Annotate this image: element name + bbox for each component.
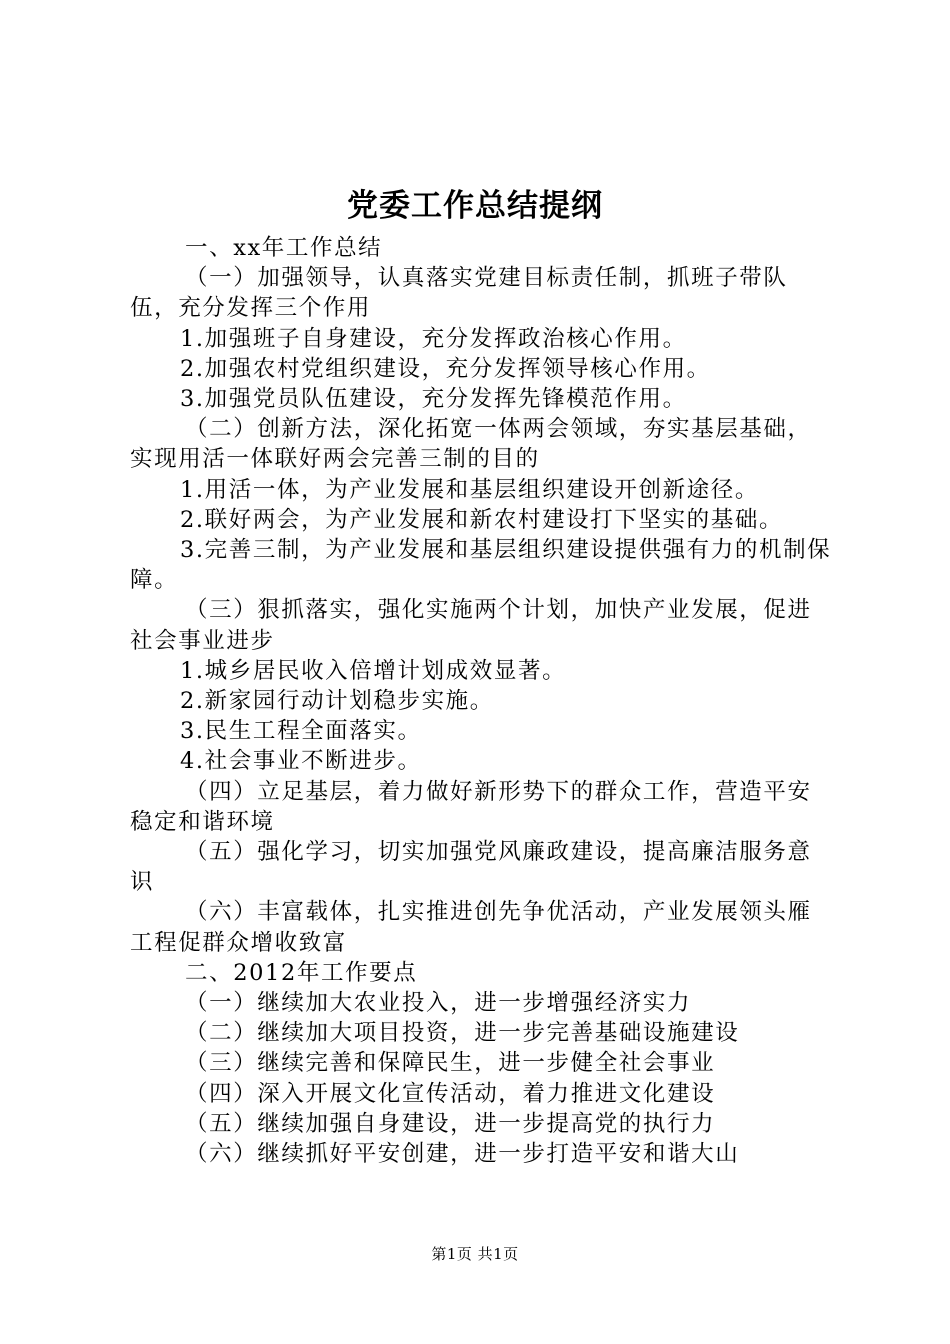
subsection-1-4: （四）立足基层，着力做好新形势下的群众工作，营造平安稳定和谐环境 [130, 778, 812, 835]
subsection-2-4: （四）深入开展文化宣传活动，着力推进文化建设 [185, 1080, 716, 1107]
list-item: 4.社会事业不断进步。 [180, 748, 422, 775]
subsection-2-2: （二）继续加大项目投资，进一步完善基础设施建设 [185, 1020, 740, 1047]
subsection-2-3: （三）继续完善和保障民生，进一步健全社会事业 [185, 1050, 716, 1077]
list-item: 3.民生工程全面落实。 [180, 718, 422, 745]
subsection-1-1: （一）加强领导，认真落实党建目标责任制，抓班子带队伍，充分发挥三个作用 [130, 265, 788, 322]
list-item: 2.加强农村党组织建设，充分发挥领导核心作用。 [180, 355, 711, 382]
list-item: 3.加强党员队伍建设，充分发挥先锋模范作用。 [180, 386, 687, 413]
list-item: 1.用活一体，为产业发展和基层组织建设开创新途径。 [180, 476, 759, 503]
subsection-2-5: （五）继续加强自身建设，进一步提高党的执行力 [185, 1110, 716, 1137]
document-title: 党委工作总结提纲 [347, 188, 603, 224]
subsection-1-3: （三）狠抓落实，强化实施两个计划，加快产业发展，促进社会事业进步 [130, 597, 812, 654]
list-item: 1.加强班子自身建设，充分发挥政治核心作用。 [180, 325, 687, 352]
subsection-2-6: （六）继续抓好平安创建，进一步打造平安和谐大山 [185, 1141, 740, 1168]
section-heading-2: 二、2012年工作要点 [185, 959, 418, 986]
page-footer: 第1页 共1页 [431, 1245, 519, 1263]
list-item: 3.完善三制，为产业发展和基层组织建设提供强有力的机制保障。 [130, 537, 832, 594]
section-heading-1: 一、xx年工作总结 [185, 235, 383, 261]
list-item: 1.城乡居民收入倍增计划成效显著。 [180, 657, 567, 684]
list-item: 2.新家园行动计划稳步实施。 [180, 688, 494, 715]
subsection-1-6: （六）丰富载体，扎实推进创先争优活动，产业发展领头雁工程促群众增收致富 [130, 899, 812, 956]
subsection-2-1: （一）继续加大农业投入，进一步增强经济实力 [185, 990, 692, 1017]
subsection-1-2: （二）创新方法，深化拓宽一体两会领域，夯实基层基础，实现用活一体联好两会完善三制的目的 [130, 416, 812, 473]
list-item: 2.联好两会，为产业发展和新农村建设打下坚实的基础。 [180, 506, 784, 533]
subsection-1-5: （五）强化学习，切实加强党风廉政建设，提高廉洁服务意识 [130, 839, 812, 896]
document-body [130, 233, 835, 1169]
